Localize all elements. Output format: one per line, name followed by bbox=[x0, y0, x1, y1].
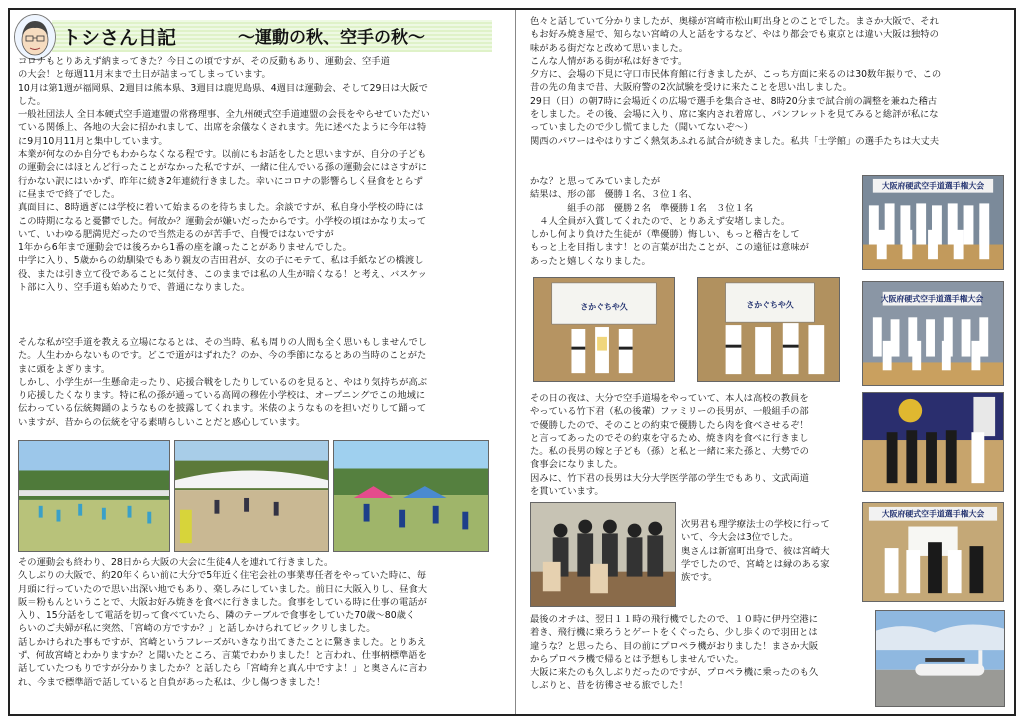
left-text-block-2 bbox=[18, 336, 427, 429]
text-line: 話していたつもりですが分かりましたか？と話したら「宮崎弁と真ん中ですよ！」と奥さんに言わ bbox=[18, 663, 428, 675]
sports-day-photo-3 bbox=[333, 440, 489, 552]
text-line: 味がある街だなと改めて思いました。 bbox=[530, 42, 689, 54]
text-line: に昼までで終了でした。 bbox=[18, 188, 121, 200]
text-line: 組手の部 優勝２名 準優勝１名 ３位１名 bbox=[530, 202, 754, 214]
text-line: した。 bbox=[18, 95, 46, 107]
text-line: 大阪に来たのも久しぶりだったのですが、プロペラ機に乗ったのも久 bbox=[530, 667, 819, 679]
sports-day-photo-2 bbox=[174, 440, 329, 552]
text-line: もっと上を目指します！との言葉が出たことが、この遠征は意味が bbox=[530, 242, 809, 254]
text-line: いて、いわゆる肥満児だったので当然走るのが苦手で、自慢ではないですが bbox=[18, 228, 334, 240]
text-line: ４人全員が入賞してくれたので、とりあえず安堵しました。 bbox=[530, 215, 791, 227]
text-line: 本業が何なのか自分でもわからなくなる程です。以前にもお話をしたと思いますが、自分の子ども bbox=[18, 149, 427, 161]
diary-subtitle: ～運動の秋、空手の秋～ bbox=[238, 28, 425, 48]
text-line: 学でしたので、宮崎とは縁のある家 bbox=[681, 558, 830, 570]
author-avatar bbox=[14, 14, 56, 60]
text-line: しかし、小学生が一生懸命走ったり、応援合戦をしたりしているのを見ると、やはり気持ちが高ぶ bbox=[18, 376, 428, 388]
text-line: の運動会にはほとんど行ったことがなかった私ですが、一緒に住んでいる孫の運動会にはさすがに bbox=[18, 162, 428, 174]
text-line: 最後のオチは、翌日１１時の飛行機でしたので、１０時に伊丹空港に bbox=[530, 614, 819, 625]
diary-title: トシさん日記 bbox=[62, 27, 177, 49]
text-line: 関西のパワーはやはりすごく熱気あふれる試合が続きました。私共「士学館」の選手たちは大丈夫 bbox=[530, 135, 940, 147]
text-line: で優勝したので、そのことの約束で優勝したら肉を食べさせるぞ！ bbox=[530, 419, 809, 431]
text-line: こんな人情がある街が私は好きです。 bbox=[530, 55, 688, 67]
text-line: そんな私が空手道を教える立場になるとは、その当時、私も周りの人間も全く思いもしませんでし bbox=[18, 337, 428, 348]
banner-sakaguchi-1: さかぐちや久 bbox=[580, 302, 628, 312]
text-line: 着き、飛行機に乗ろうとゲートをくぐったら、少し歩くので羽田とは bbox=[530, 627, 818, 639]
text-line: 話しかけられた事もですが、宮崎というフレーズがいきなり出てきたことに驚きました。とりあえ bbox=[18, 636, 427, 648]
column-divider bbox=[515, 10, 516, 714]
left-text-block-1 bbox=[18, 55, 430, 294]
text-line: を貫いています。 bbox=[530, 486, 604, 498]
text-line: 久しぶりの大阪で、約20年くらい前に大分で5年近く住宅会社の事業専任者をやっていた時に、毎 bbox=[18, 570, 427, 582]
text-line: 因みに、竹下君の長男は大分大学医学部の学生でもあり、文武両道 bbox=[530, 472, 809, 484]
text-line: らいのご夫婦が私に突然、「宮崎の方ですか？」と話しかけられてビックリしました。 bbox=[18, 623, 376, 635]
tournament-photo-girls bbox=[533, 277, 675, 382]
text-line: 色々と話していて分かりましたが、奥様が宮崎市松山町出身とのことでした。まさか大阪で、それ bbox=[530, 16, 939, 27]
text-line: この時期になると憂鬱でした。何故か？運動会が嫌いだったからです。小学校の頃はかなり太って bbox=[18, 215, 427, 227]
text-line: 役、または引き立て役であることに気付き、このままでは私の人生が暗くなる！と考え、バスケッ bbox=[18, 268, 427, 280]
text-line: やっている竹下君（私の後輩）ファミリーの長男が、一般組手の部 bbox=[530, 406, 809, 418]
text-line: た。私の長男の嫁と子ども（孫）と私と一緒に来た孫と、大勢での bbox=[530, 446, 809, 458]
text-line: 一般社団法人 全日本硬式空手道連盟の常務理事、全九州硬式空手道連盟の会長をやらせていただい bbox=[18, 109, 430, 121]
text-line: 入り、15分話をして電話を切って食べていたら、隣のテーブルで食事をしていた70歳～80歳く bbox=[18, 610, 416, 622]
text-line: に9月10月11月と集中しています。 bbox=[18, 135, 168, 147]
text-line: いますが、昔からの伝統を守る素晴らしいことだと感心しています。 bbox=[18, 416, 306, 428]
right-text-block-4 bbox=[681, 518, 830, 584]
text-line: ト部に入り、空手道も始めたりで、普通になりました。 bbox=[18, 282, 251, 294]
text-line: からプロペラ機で帰るとは予想もしませんでいた。 bbox=[530, 653, 744, 665]
team-photo-group-2 bbox=[862, 281, 1004, 386]
text-line: ている関係上、各地の大会に招かれまして、出席を余儀なくされます。先に述べたように今年は特 bbox=[18, 122, 427, 134]
text-line: かな？と思ってみていましたが bbox=[530, 176, 661, 187]
text-line: 昔の先の角まで昔、大阪府警の2次試験を受けに来たことを思い出しました。 bbox=[530, 82, 853, 94]
text-line: 1年から6年まで運動会では後ろから1番の座を譲ったことがありませんでした。 bbox=[18, 242, 352, 254]
text-line: あったと嬉しくなりました。 bbox=[530, 255, 651, 267]
text-line: しぶりと、昔を彷彿させる旅でした！ bbox=[530, 680, 689, 692]
text-line: 違うな？と思ったら、目の前にプロペラ機がおりました！まさか大阪 bbox=[530, 640, 819, 652]
banner-osaka-1: 大阪府硬武空手道選手権大会 bbox=[881, 181, 985, 191]
text-line: 月頭に行っていたので思い出深い地でもあり、楽しみにしていました。前日に大阪入りし、昼食大 bbox=[18, 583, 428, 595]
officials-photo bbox=[862, 392, 1004, 492]
text-line: いて、今大会は3位でした。 bbox=[681, 532, 799, 544]
text-line: 奥さんは新富町出身で、彼は宮崎大 bbox=[681, 545, 830, 557]
text-line: ず、何故宮崎とわかりますか？と聞いたところ、言葉でわかりました！と言われ、仕事柄標準語を bbox=[18, 650, 427, 662]
award-photo bbox=[862, 502, 1004, 602]
text-line: まに頭をよぎります。 bbox=[18, 363, 111, 375]
sports-day-photo-1 bbox=[18, 440, 170, 552]
right-text-block-2 bbox=[530, 175, 809, 268]
text-line: 食事会になりました。 bbox=[530, 459, 623, 471]
right-text-block-5 bbox=[530, 613, 818, 693]
text-line: 行かない訳にはいかず、昨年に続き2年連続行きました。幸いにコロナの影響らしく昼食をとらず bbox=[18, 175, 423, 187]
text-line: と言ってあったのでその約束を守るため、焼き肉を食べに行きまし bbox=[530, 432, 809, 444]
text-line: 夕方に、会場の下見に守口市民体育館に行きましたが、こっち方面に来るのは30数年振りで、この bbox=[530, 69, 942, 81]
text-line: り応援したくなります。特に私の孫が通っている高岡の穆佐小学校は、オープニングでこの地域に bbox=[18, 390, 426, 402]
text-line: をしました。その後、会場に入り、席に案内され着席し、パンフレットを見てみると総評が私にな bbox=[530, 109, 939, 121]
text-line: 10月は第1週が福岡県、2週目は熊本県、3週目は鹿児島県、4週目は運動会、そして29日は大阪で bbox=[18, 82, 428, 94]
text-line: っていましたので少し慌てました（聞いてないぞ～） bbox=[530, 122, 754, 134]
propeller-plane-photo bbox=[875, 610, 1005, 707]
tournament-photo-boys bbox=[697, 277, 840, 382]
text-line: の大会！と毎週11月末まで土日が詰まってしまっています。 bbox=[18, 69, 271, 81]
banner-osaka-2: 大阪府硬式空手道選手権大会 bbox=[880, 294, 984, 304]
text-line: 真面目に、8時過ぎには学校に着いて始まるのを待ちました。余談ですが、私自身小学校の時には bbox=[18, 202, 424, 214]
text-line: しかし何より負けた生徒が（準優勝）悔しい、もっと稽古をして bbox=[530, 229, 800, 241]
text-line: 29日（日）の朝7時に会場近くの広場で選手を集合させ、8時20分まで試合前の調整を兼ねた稽古 bbox=[530, 95, 938, 107]
text-line: その日の夜は、大分で空手道場をやっていて、本人は高校の教員を bbox=[530, 393, 809, 404]
text-line: 阪＝粉もんということで、大阪お好み焼きを食べに行きました。食事をしている時に仕事の電話が bbox=[18, 596, 427, 608]
left-text-block-3 bbox=[18, 556, 427, 689]
text-line: 伝わっている伝統舞踊のようなものを披露してくれます。米俵のようなものを担いだりして踊って bbox=[18, 403, 427, 415]
text-line: 中学に入り、5歳からの幼馴染でもあり親友の吉田君が、女の子にモテて、私は手紙などの橋渡し bbox=[18, 255, 424, 267]
text-line: もお好み焼き屋で、知らない宮崎の人と話をするなど、やはり都会でも東京とは違い大阪は独特の bbox=[530, 29, 939, 41]
text-line: 族です。 bbox=[681, 572, 718, 584]
text-line: た。人生わからないものです。どこで道がはずれた？のか、今の季節になるとあの当時のことがた bbox=[18, 350, 427, 362]
family-dinner-photo bbox=[530, 502, 676, 607]
text-line: コロナもとりあえず納まってきた？今日この頃ですが、その反動もあり、運動会、空手道 bbox=[18, 56, 390, 67]
text-line: れ、今まで標準語で話していると自負があった私は、少し傷つきました！ bbox=[18, 676, 326, 688]
text-line: 次男君も理学療法士の学校に行って bbox=[681, 519, 830, 530]
banner-osaka-3: 大阪府硬式空手道選手権大会 bbox=[881, 509, 985, 519]
right-text-block-1 bbox=[530, 15, 941, 148]
right-text-block-3 bbox=[530, 392, 809, 498]
text-line: その運動会も終わり、28日から大阪の大会に生徒4人を連れて行きました。 bbox=[18, 557, 334, 568]
banner-sakaguchi-2: さかぐちや久 bbox=[746, 300, 794, 310]
text-line: 結果は、形の部 優勝１名、３位１名、 bbox=[530, 189, 698, 201]
team-photo-group-1 bbox=[862, 175, 1004, 270]
